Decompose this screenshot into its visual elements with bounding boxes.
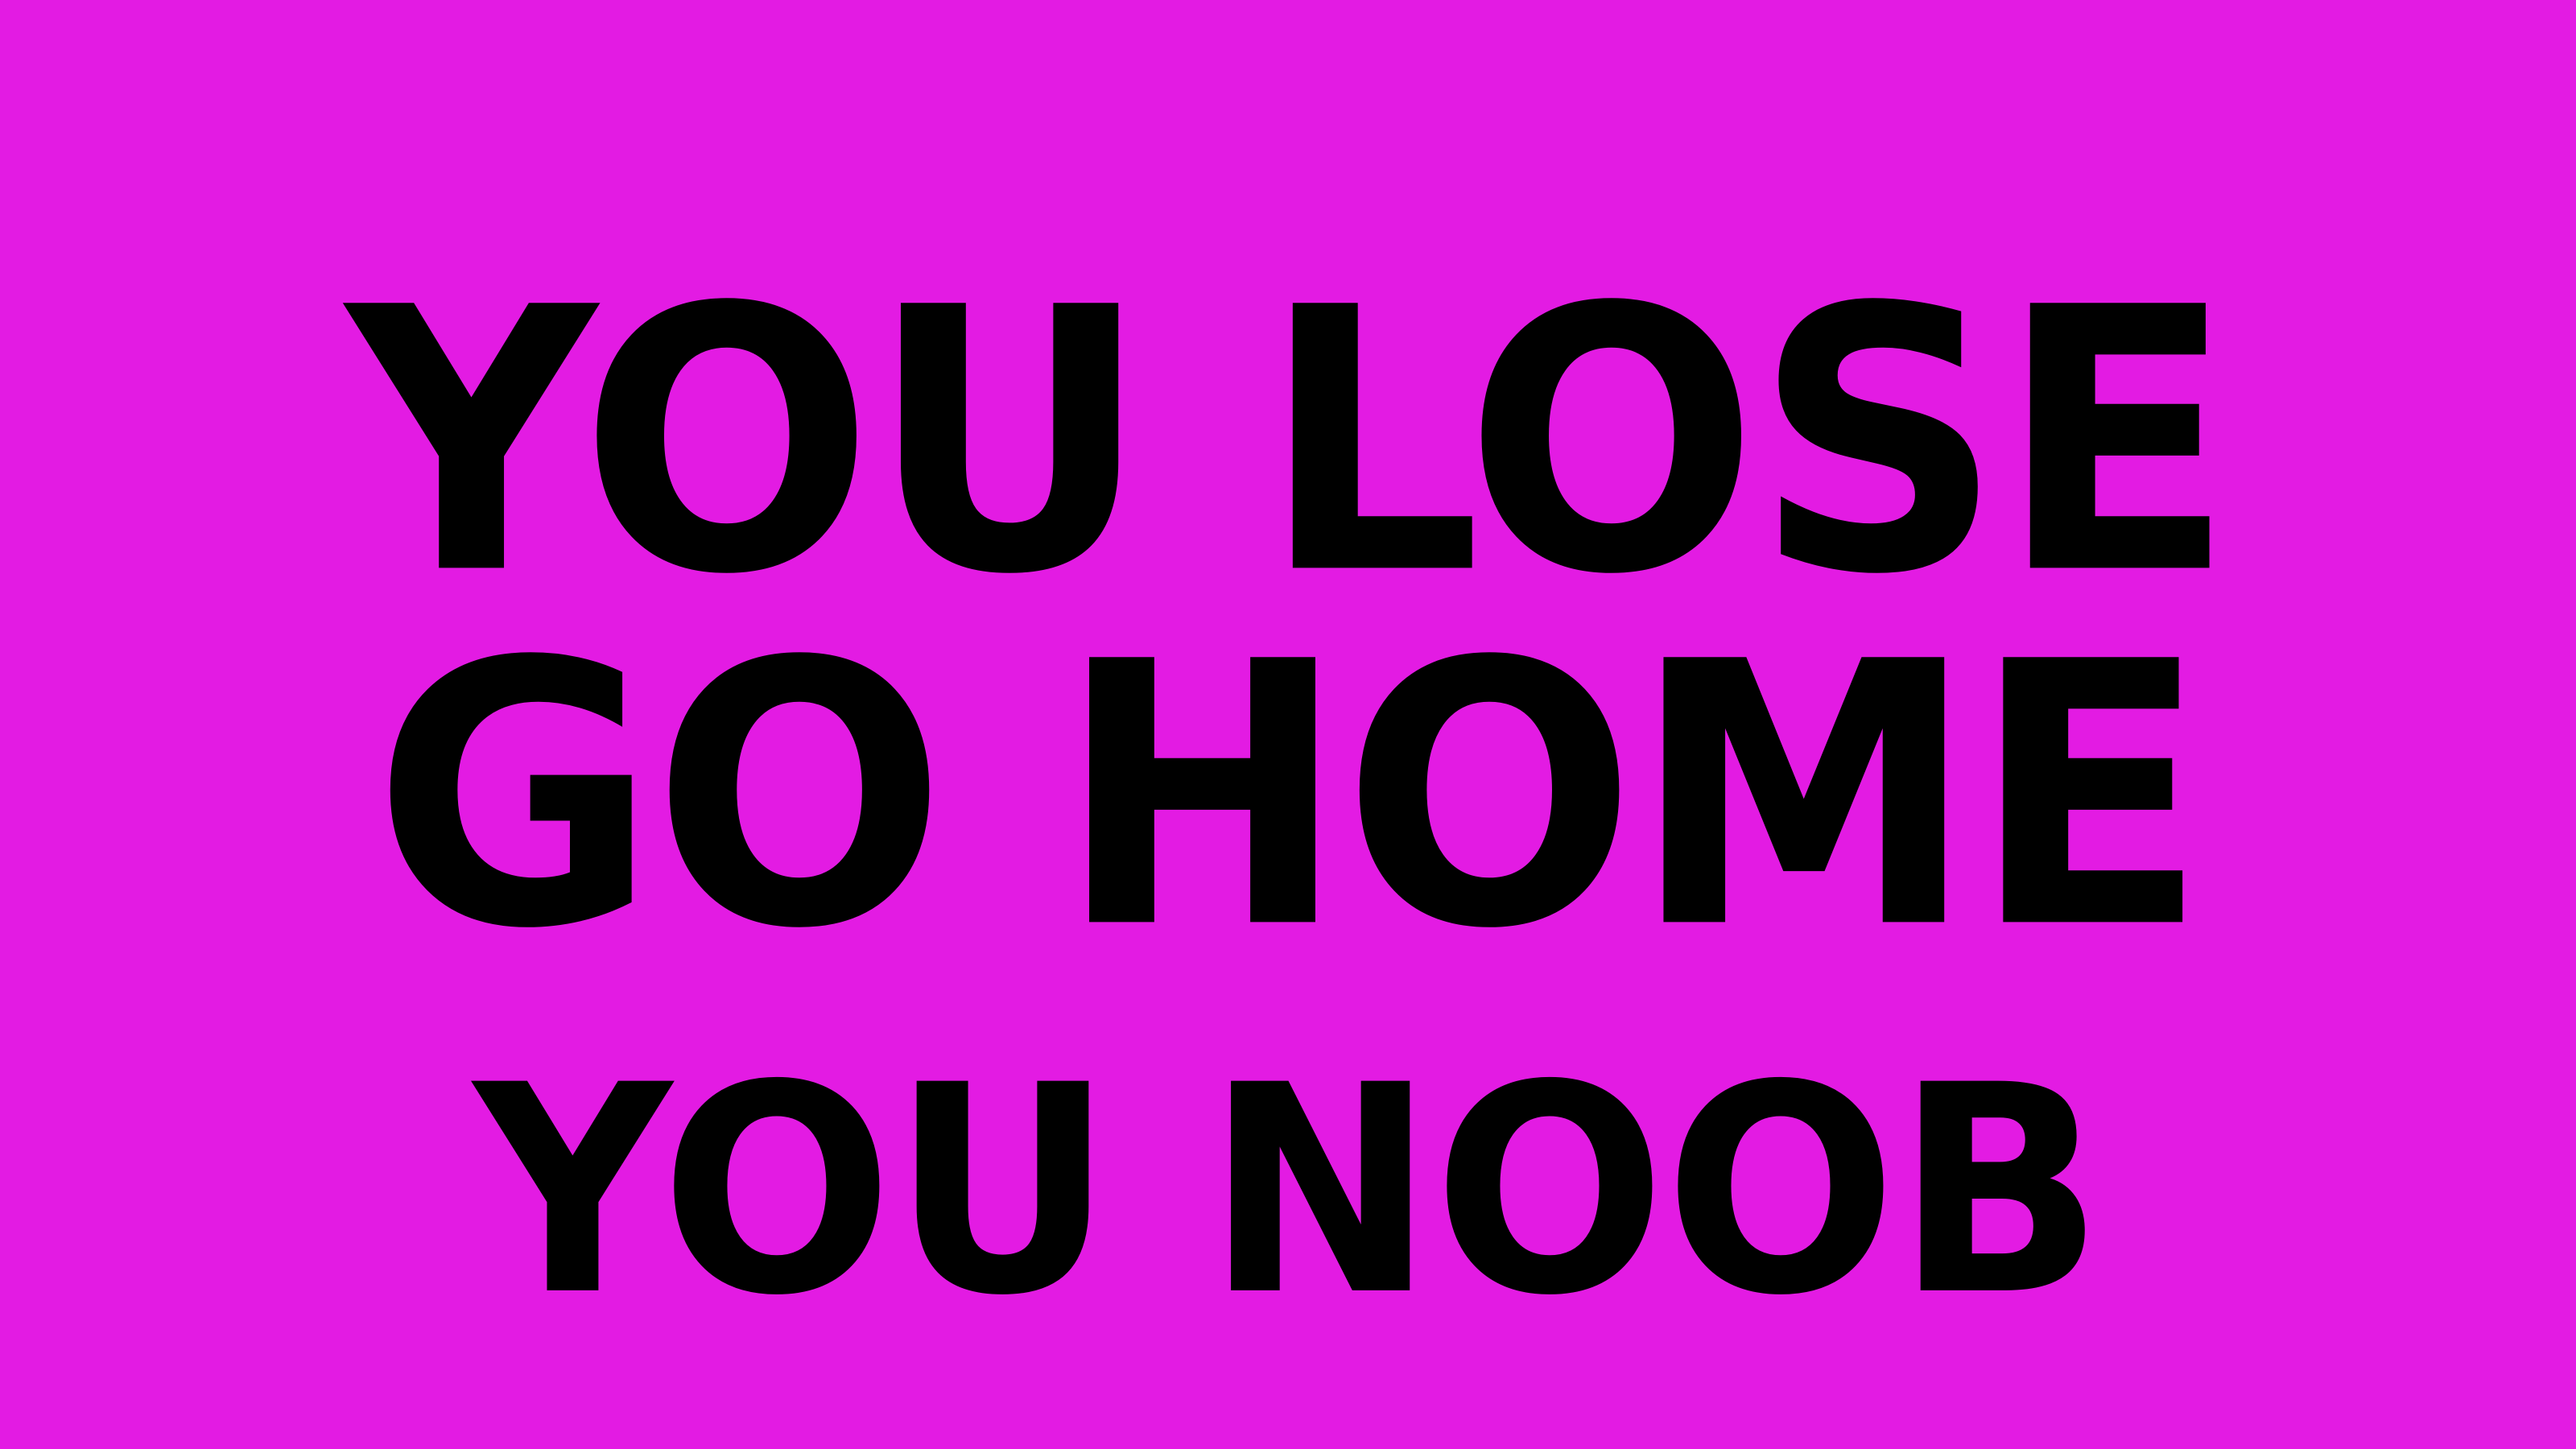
message-line-1: YOU LOSE	[345, 231, 2231, 654]
message-line-3: YOU NOOB	[473, 1024, 2103, 1359]
message-line-2: GO HOME	[373, 585, 2203, 1009]
